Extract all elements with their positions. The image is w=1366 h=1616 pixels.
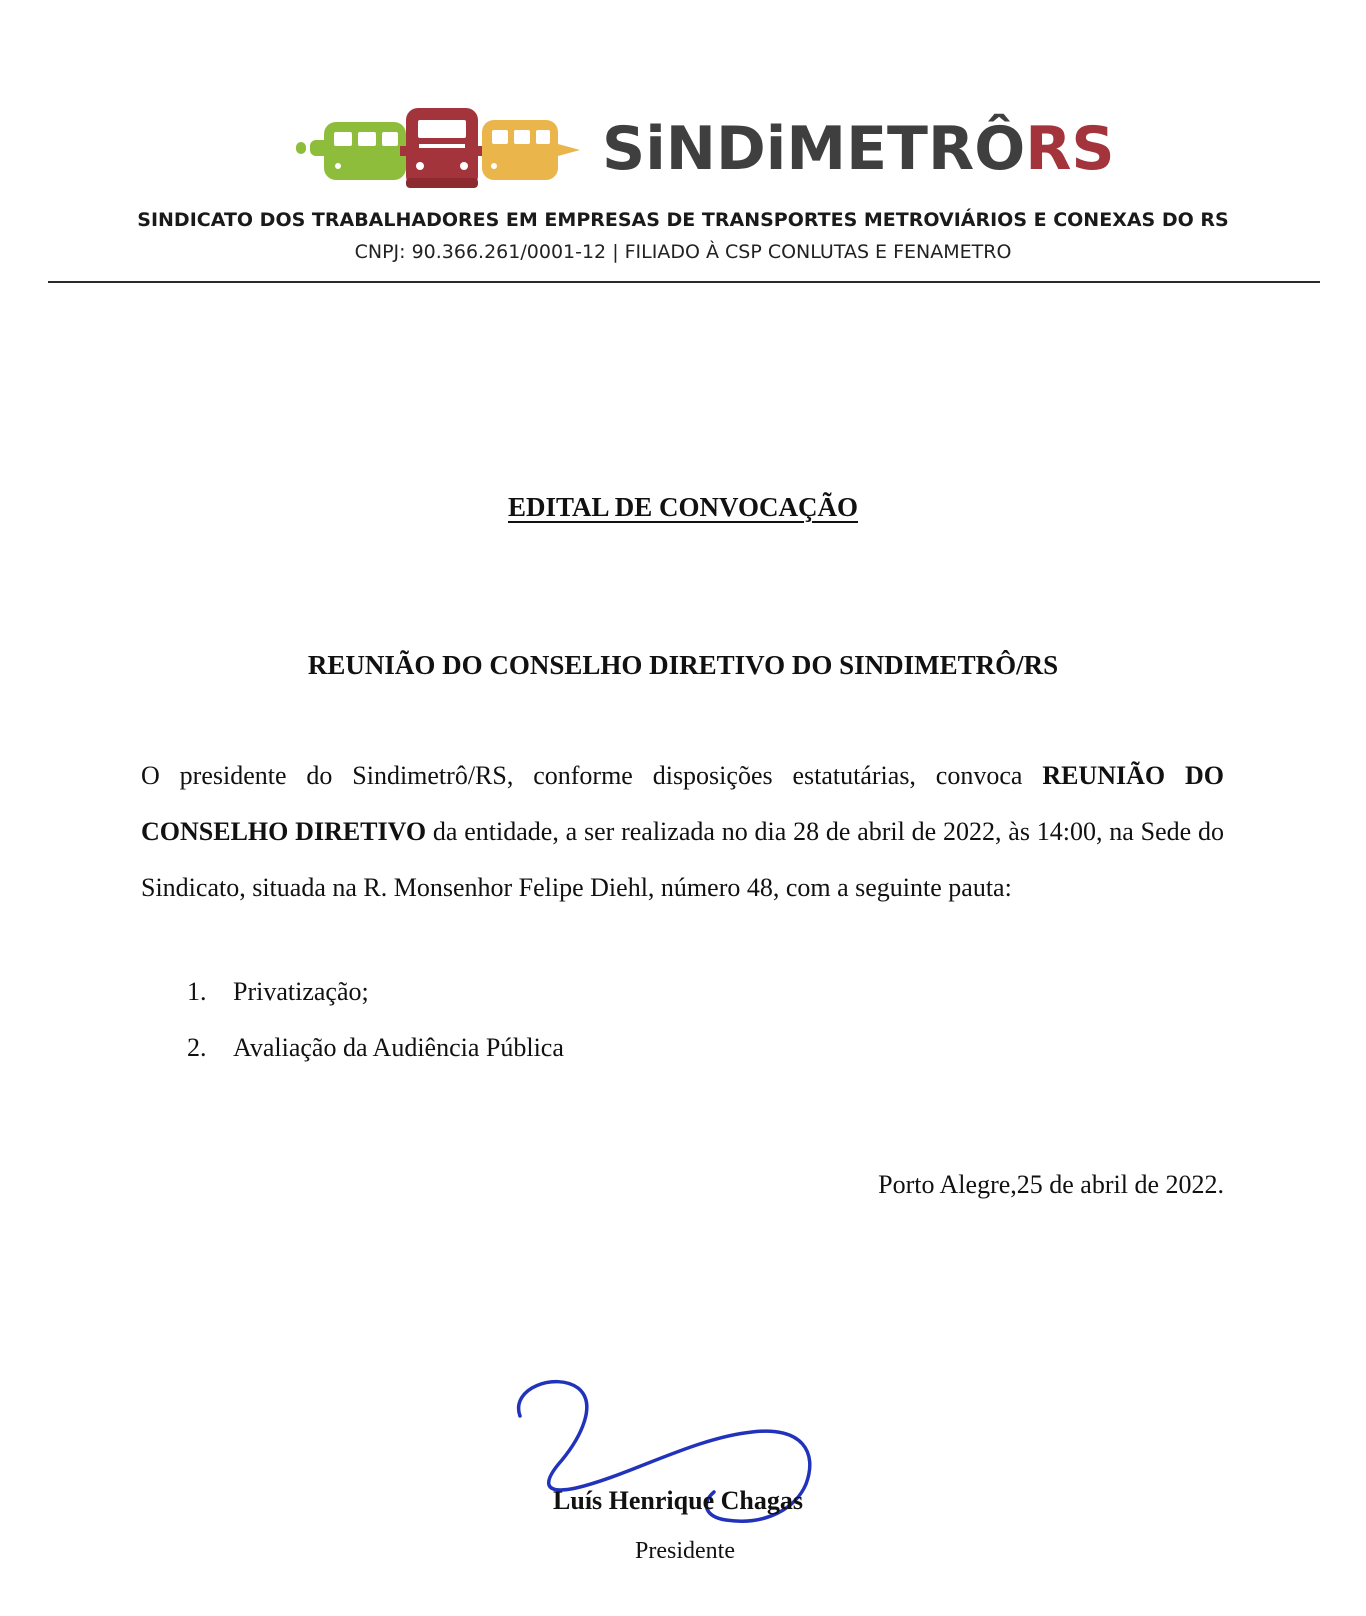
body-rest: da entidade, a ser realizada no dia 28 de abril de 2022, às 14:00, na Sede do Sindicato, situada na R. Monsenhor Felipe Diehl, número 48, com a seguinte pauta: bbox=[141, 817, 1224, 902]
agenda-number: 2. bbox=[187, 1033, 207, 1062]
letterhead-logo bbox=[296, 104, 1115, 196]
list-item bbox=[187, 1020, 564, 1076]
header-divider bbox=[48, 281, 1320, 283]
document-subtitle: REUNIÃO DO CONSELHO DIRETIVO DO SINDIMETRÔ/RS bbox=[307, 650, 1059, 680]
logo-wordmark-suffix: RS bbox=[1025, 114, 1115, 184]
body-paragraph bbox=[141, 748, 1224, 916]
document-title: EDITAL DE CONVOCAÇÃO bbox=[508, 492, 858, 522]
signer-name-text: Luís Henrique Chagas bbox=[553, 1486, 803, 1515]
signer-name bbox=[0, 1486, 1366, 1516]
body-bold-phrase: REUNIÃO DO CONSELHO DIRETIVO bbox=[141, 761, 1224, 846]
agenda-text: Privatização; bbox=[233, 977, 369, 1006]
organization-info: CNPJ: 90.366.261/0001-12 | FILIADO À CSP CONLUTAS E FENAMETRO bbox=[354, 241, 1012, 263]
signer-role bbox=[0, 1538, 1366, 1565]
body-intro: O presidente do Sindimetrô/RS, conforme disposições estatutárias, convoca bbox=[141, 761, 1043, 790]
list-item bbox=[187, 964, 564, 1020]
signer-role-text: Presidente bbox=[635, 1538, 735, 1564]
agenda-text: Avaliação da Audiência Pública bbox=[233, 1033, 564, 1062]
train-logo-icon bbox=[296, 108, 596, 192]
agenda-number: 1. bbox=[187, 977, 207, 1006]
place-date: Porto Alegre,25 de abril de 2022. bbox=[878, 1170, 1224, 1199]
logo-wordmark-main: SiNDiMETRÔ bbox=[602, 114, 1026, 184]
agenda-list bbox=[187, 964, 564, 1076]
organization-name: SINDICATO DOS TRABALHADORES EM EMPRESAS DE TRANSPORTES METROVIÁRIOS E CONEXAS DO RS bbox=[137, 209, 1229, 231]
logo-wordmark bbox=[602, 114, 1115, 184]
